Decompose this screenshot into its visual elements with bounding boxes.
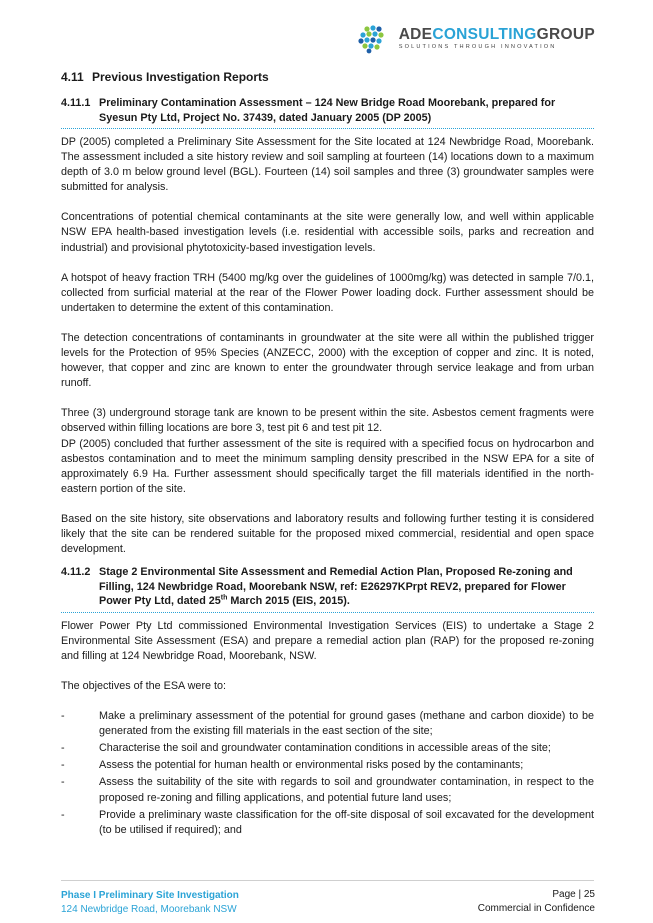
logo-tagline: SOLUTIONS THROUGH INNOVATION [398, 43, 557, 50]
paragraph: Flower Power Pty Ltd commissioned Environmental Investigation Services (EIS) to undertake a Stage 2 Environmental Site Assessment (ESA) and prepare a remedial action plan (RAP) for the proposed re-zoning and filling at 124 Newbridge Road, Moorebank, NSW. [61, 619, 594, 662]
subsection-title-1: Preliminary Contamination Assessment – 124 New Bridge Road Moorebank, prepared for Syesun Pty Ltd, Project No. 37439, dated January 2005 (DP 2005) [99, 97, 556, 124]
bullet-dash: - [61, 742, 65, 755]
footer-report-title: Phase I Preliminary Site Investigation [61, 890, 239, 901]
section-heading [61, 70, 594, 84]
list-item: - Assess the potential for human health or environmental risks posed by the contaminants; [61, 758, 594, 773]
list-item: - Provide a preliminary waste classification for the off-site disposal of soil excavated for the development (to be utilised if required); and [61, 808, 594, 836]
list-item: - Characterise the soil and groundwater contamination conditions in accessible areas of the site; [61, 741, 594, 756]
paragraph: DP (2005) concluded that further assessment of the site is required with a specified focus on hydrocarbon and asbestos contamination and to meet the minimum sampling density prescribed in the NSW EPA for a site of approximately 6.9 Ha. Further assessment should specifically target the fill materials identified in the north-eastern portion of the site. [61, 437, 594, 495]
subsection-title-2-end: March 2015 (EIS, 2015). [227, 595, 350, 608]
bullet-dash: - [61, 776, 65, 789]
paragraph: The objectives of the ESA were to: [61, 679, 227, 692]
footer-divider [61, 880, 594, 881]
list-item: - Make a preliminary assessment of the potential for ground gases (methane and carbon dioxide) to be generated from the existing fill materials in the east section of the site; [61, 710, 594, 738]
paragraph: Based on the site history, site observations and laboratory results and following further testing it is considered likely that the site can be rendered suitable for the proposed mixed commercial, residential and open space development. [61, 512, 594, 556]
paragraph: A hotspot of heavy fraction TRH (5400 mg/kg over the guidelines of 1000mg/kg) was detected in sample 7/0.1, collected from surficial material at the rear of the Flower Power loading dock. Further assessment should be undertaken to determine the extent of this contamination. [61, 271, 594, 314]
paragraph: DP (2005) completed a Preliminary Site Assessment for the Site located at 124 Newbridge Road, Moorebank. The assessment included a site history review and soil sampling at fourteen (14) locations down to a maximum depth of 3.0 m below ground level (BGL). Fourteen (14) soil samples and three (3) groundwater samples were submitted for analysis. [61, 136, 594, 194]
company-logo [357, 24, 595, 54]
section-number: 4.11 [61, 70, 84, 84]
logo-group: GROUP [536, 26, 595, 44]
subsection-number-2: 4.11.2 [61, 566, 91, 579]
list-item: - Assess the suitability of the site with regards to soil and groundwater contamination, in respect to the proposed re-zoning and filling applications, and potential future land uses; [61, 776, 594, 804]
logo-consulting: CONSULTING [432, 26, 537, 44]
objectives-list [61, 709, 594, 838]
page-number: Page | 25 [552, 889, 595, 900]
section-title: Previous Investigation Reports [92, 70, 269, 84]
subsection-heading-2 [61, 565, 594, 613]
bullet-dash: - [61, 759, 65, 772]
subsection-number-1: 4.11.1 [61, 97, 91, 109]
subsection-heading-1 [61, 96, 594, 129]
bullet-dash: - [61, 808, 65, 821]
paragraph: The detection concentrations of contaminants in groundwater at the site were all within the published trigger levels for the Protection of 95% Species (ANZECC, 2000) with the exception of copper and zinc. It is noted, however, that copper and zinc are known to enter the groundwater through service leakage and from urban runoff. [61, 331, 594, 390]
paragraph: Three (3) underground storage tank are known to be present within the site. Asbestos cement fragments were observed within filling locations are bore 3, test pit 6 and test pit 12. [61, 407, 594, 435]
logo-hexagon-icon [357, 24, 395, 54]
confidentiality-label: Commercial in Confidence [477, 903, 595, 914]
page-content [61, 70, 594, 840]
footer-page-info [478, 888, 595, 916]
footer-address: 124 Newbridge Road, Moorebank NSW [61, 904, 237, 915]
title-superscript: th [220, 594, 228, 602]
logo-ade: ADE [398, 26, 433, 44]
bullet-dash: - [61, 710, 65, 723]
footer-project [61, 889, 239, 917]
subsection-title-2: Stage 2 Environmental Site Assessment and Remedial Action Plan, Proposed Re-zoning and Filling, 124 Newbridge Road, Moorebank NSW, ref: E26297KPrpt REV2, prepared for Flower Power Pty Ltd, dated 25 [99, 566, 573, 608]
paragraph: Concentrations of potential chemical contaminants at the site were generally low, and well within applicable NSW EPA health-based investigation levels (i.e. residential with accessible soils, parks and recreation and industrial) and provisional phytotoxicity-based investigation levels. [61, 211, 594, 254]
